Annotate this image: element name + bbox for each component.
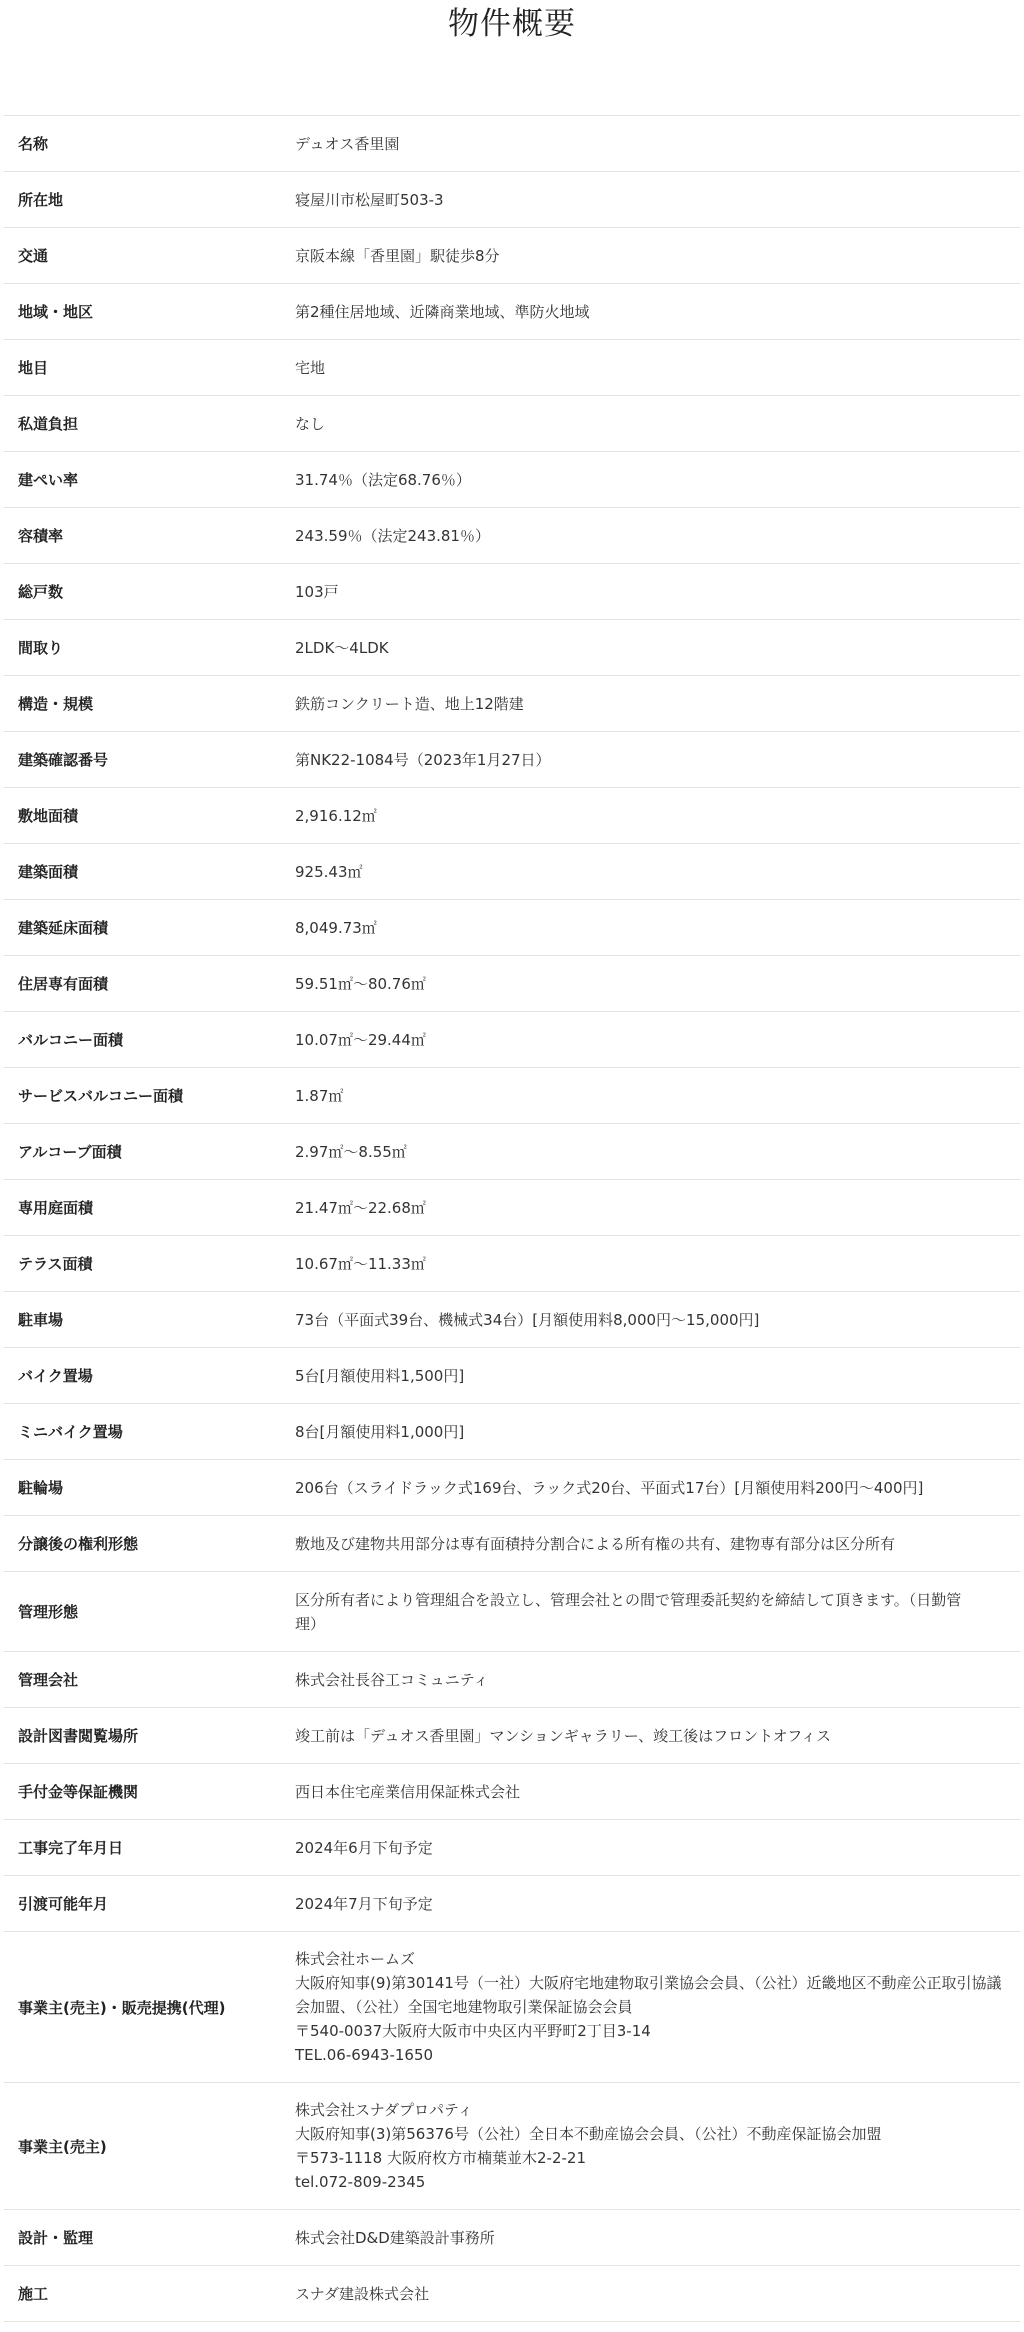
spec-label: 事業主(売主)・販売提携(代理) <box>18 1998 226 2017</box>
spec-value-line: 大阪府知事(9)第30141号（一社）大阪府宅地建物取引業協会会員、（公社）近畿地区不動産公正取引協議 <box>295 1974 1002 1992</box>
spec-row <box>4 1012 1020 1068</box>
property-overview-table <box>4 115 1020 2322</box>
spec-value <box>280 2210 1020 2266</box>
spec-row <box>4 2210 1020 2266</box>
spec-value-line: tel.072-809-2345 <box>295 2173 426 2191</box>
spec-value-line: 鉄筋コンクリート造、地上12階建 <box>295 694 524 713</box>
spec-label: 地目 <box>18 359 49 377</box>
spec-row <box>4 1516 1020 1572</box>
spec-value <box>280 508 1020 564</box>
spec-row <box>4 1292 1020 1348</box>
spec-value-line: 925.43㎡ <box>295 862 363 881</box>
spec-value-line: 敷地及び建物共用部分は専有面積持分割合による所有権の共有、建物専有部分は区分所有 <box>295 1534 896 1553</box>
spec-value-line: 第NK22-1084号（2023年1月27日） <box>295 750 551 769</box>
spec-value-line: 寝屋川市松屋町503-3 <box>295 190 444 209</box>
spec-row <box>4 1068 1020 1124</box>
spec-row <box>4 228 1020 284</box>
spec-value <box>280 116 1020 172</box>
spec-label: 引渡可能年月 <box>18 1895 109 1913</box>
spec-label: 私道負担 <box>18 415 79 433</box>
spec-value-line: 宅地 <box>295 358 326 377</box>
spec-label: 構造・規模 <box>18 695 94 713</box>
spec-label: 専用庭面積 <box>18 1199 94 1217</box>
spec-row <box>4 396 1020 452</box>
spec-value-line: 8台[月額使用料1,000円] <box>295 1422 465 1441</box>
spec-value <box>280 1708 1020 1764</box>
spec-row <box>4 1652 1020 1708</box>
spec-label: 敷地面積 <box>18 807 79 825</box>
spec-value <box>280 2266 1020 2322</box>
spec-value-line: 10.67㎡〜11.33㎡ <box>295 1254 426 1273</box>
spec-value-line: 株式会社長谷工コミュニティ <box>295 1670 489 1689</box>
spec-row <box>4 1572 1020 1652</box>
spec-value <box>280 1180 1020 1236</box>
spec-value-line: 竣工前は「デュオス香里園」マンションギャラリー、竣工後はフロントオフィス <box>295 1726 832 1745</box>
spec-value-line: スナダ建設株式会社 <box>295 2284 429 2303</box>
spec-row <box>4 1460 1020 1516</box>
spec-row <box>4 732 1020 788</box>
spec-value <box>280 396 1020 452</box>
spec-row <box>4 788 1020 844</box>
spec-value-line: 株式会社D&D建築設計事務所 <box>295 2228 495 2247</box>
spec-label: 工事完了年月日 <box>18 1839 124 1857</box>
spec-label: 事業主(売主) <box>18 2137 107 2156</box>
spec-label: 交通 <box>18 247 49 265</box>
spec-value-line: 会加盟、（公社）全国宅地建物取引業保証協会会員 <box>295 1998 633 2016</box>
spec-value <box>280 1460 1020 1516</box>
spec-value-line: 株式会社スナダプロパティ <box>295 2101 473 2119</box>
spec-value-line: 〒540-0037大阪府大阪市中央区内平野町2丁目3-14 <box>295 2022 651 2040</box>
spec-value-line: 21.47㎡〜22.68㎡ <box>295 1198 426 1217</box>
spec-value <box>280 1572 1020 1652</box>
spec-value <box>280 732 1020 788</box>
page-title: 物件概要 <box>448 6 576 42</box>
spec-label: 総戸数 <box>18 583 64 601</box>
spec-value-line: 73台（平面式39台、機械式34台）[月額使用料8,000円〜15,000円] <box>295 1310 760 1329</box>
spec-value <box>280 2083 1020 2210</box>
spec-row <box>4 1932 1020 2083</box>
spec-row <box>4 564 1020 620</box>
spec-value <box>280 452 1020 508</box>
spec-row <box>4 900 1020 956</box>
spec-value-line: 〒573-1118 大阪府枚方市楠葉並木2-2-21 <box>295 2149 586 2167</box>
spec-value-line: 2,916.12㎡ <box>295 806 377 825</box>
spec-value-line: 8,049.73㎡ <box>295 918 377 937</box>
spec-row <box>4 340 1020 396</box>
spec-value-line: 西日本住宅産業信用保証株式会社 <box>295 1782 521 1801</box>
spec-value-line: 理） <box>295 1614 326 1633</box>
spec-label: テラス面積 <box>18 1255 93 1273</box>
spec-label: アルコーブ面積 <box>18 1143 122 1161</box>
spec-row <box>4 1348 1020 1404</box>
spec-value-line: 1.87㎡ <box>295 1086 344 1105</box>
spec-value-line: 大阪府知事(3)第56376号（公社）全日本不動産協会会員、（公社）不動産保証協会加盟 <box>295 2125 882 2143</box>
spec-label: バイク置場 <box>18 1367 93 1385</box>
spec-label: 手付金等保証機関 <box>18 1783 139 1801</box>
spec-value-line: 区分所有者により管理組合を設立し、管理会社との間で管理委託契約を締結して頂きます。（日勤管 <box>295 1590 962 1609</box>
spec-row <box>4 2083 1020 2210</box>
spec-value <box>280 1236 1020 1292</box>
spec-value-line: 243.59％（法定243.81％） <box>295 526 490 545</box>
spec-label: 管理会社 <box>18 1671 79 1689</box>
spec-row <box>4 1876 1020 1932</box>
spec-row <box>4 844 1020 900</box>
spec-value <box>280 1516 1020 1572</box>
spec-value <box>280 1820 1020 1876</box>
property-overview-table-body <box>4 116 1020 2322</box>
spec-value-line: 2024年6月下旬予定 <box>295 1838 433 1857</box>
spec-row <box>4 1764 1020 1820</box>
spec-value <box>280 788 1020 844</box>
spec-value-line: 5台[月額使用料1,500円] <box>295 1366 465 1385</box>
spec-row <box>4 676 1020 732</box>
spec-label: 建ぺい率 <box>18 471 79 489</box>
spec-label: 駐輪場 <box>18 1479 64 1497</box>
spec-row <box>4 1124 1020 1180</box>
spec-row <box>4 1708 1020 1764</box>
spec-value-line: 2LDK〜4LDK <box>295 638 389 657</box>
spec-row <box>4 172 1020 228</box>
spec-value-line: 31.74％（法定68.76％） <box>295 470 471 489</box>
spec-value <box>280 1292 1020 1348</box>
spec-row <box>4 1404 1020 1460</box>
spec-value <box>280 1932 1020 2083</box>
spec-label: 駐車場 <box>18 1311 64 1329</box>
spec-label: サービスバルコニー面積 <box>18 1087 184 1105</box>
spec-row <box>4 2266 1020 2322</box>
spec-row <box>4 452 1020 508</box>
spec-row <box>4 508 1020 564</box>
spec-value-line: 2024年7月下旬予定 <box>295 1894 433 1913</box>
spec-row <box>4 116 1020 172</box>
spec-label: 容積率 <box>18 527 64 545</box>
spec-label: 間取り <box>18 639 64 657</box>
spec-label: 施工 <box>18 2285 49 2303</box>
spec-row <box>4 620 1020 676</box>
spec-label: 住居専有面積 <box>18 975 109 993</box>
spec-value-line: 206台（スライドラック式169台、ラック式20台、平面式17台）[月額使用料200円〜400円] <box>295 1478 924 1497</box>
spec-value <box>280 620 1020 676</box>
spec-label: 建築延床面積 <box>18 919 109 937</box>
spec-value-line: 59.51㎡〜80.76㎡ <box>295 974 426 993</box>
spec-value <box>280 284 1020 340</box>
spec-value-line: デュオス香里園 <box>295 134 400 153</box>
spec-value <box>280 1764 1020 1820</box>
spec-value <box>280 1348 1020 1404</box>
spec-value <box>280 1124 1020 1180</box>
spec-label: 所在地 <box>18 191 64 209</box>
spec-value-line: 10.07㎡〜29.44㎡ <box>295 1030 426 1049</box>
spec-row <box>4 1236 1020 1292</box>
spec-label: 設計・監理 <box>18 2229 94 2247</box>
spec-value-line: 第2種住居地域、近隣商業地域、準防火地域 <box>295 302 590 321</box>
spec-value-line: TEL.06-6943-1650 <box>295 2046 434 2064</box>
spec-value <box>280 564 1020 620</box>
spec-value <box>280 340 1020 396</box>
spec-value-line: なし <box>295 414 326 433</box>
spec-value <box>280 676 1020 732</box>
spec-row <box>4 1820 1020 1876</box>
spec-value <box>280 1012 1020 1068</box>
spec-value-line: 株式会社ホームズ <box>295 1950 416 1968</box>
spec-value <box>280 172 1020 228</box>
spec-value-line: 京阪本線「香里園」駅徒歩8分 <box>295 246 500 265</box>
spec-label: バルコニー面積 <box>18 1031 124 1049</box>
spec-label: 建築確認番号 <box>18 751 109 769</box>
spec-value-line: 103戸 <box>295 582 339 601</box>
spec-value <box>280 228 1020 284</box>
spec-value <box>280 956 1020 1012</box>
spec-row <box>4 284 1020 340</box>
spec-value <box>280 1876 1020 1932</box>
spec-row <box>4 956 1020 1012</box>
spec-value <box>280 844 1020 900</box>
spec-label: 管理形態 <box>18 1603 79 1621</box>
spec-label: ミニバイク置場 <box>18 1423 123 1441</box>
spec-label: 地域・地区 <box>18 303 94 321</box>
spec-label: 名称 <box>18 135 49 153</box>
spec-label: 設計図書閲覧場所 <box>18 1727 139 1745</box>
spec-label: 分譲後の権利形態 <box>18 1535 139 1553</box>
spec-value <box>280 900 1020 956</box>
spec-row <box>4 1180 1020 1236</box>
spec-value <box>280 1068 1020 1124</box>
spec-value <box>280 1404 1020 1460</box>
spec-value <box>280 1652 1020 1708</box>
spec-label: 建築面積 <box>18 863 79 881</box>
spec-value-line: 2.97㎡〜8.55㎡ <box>295 1142 407 1161</box>
